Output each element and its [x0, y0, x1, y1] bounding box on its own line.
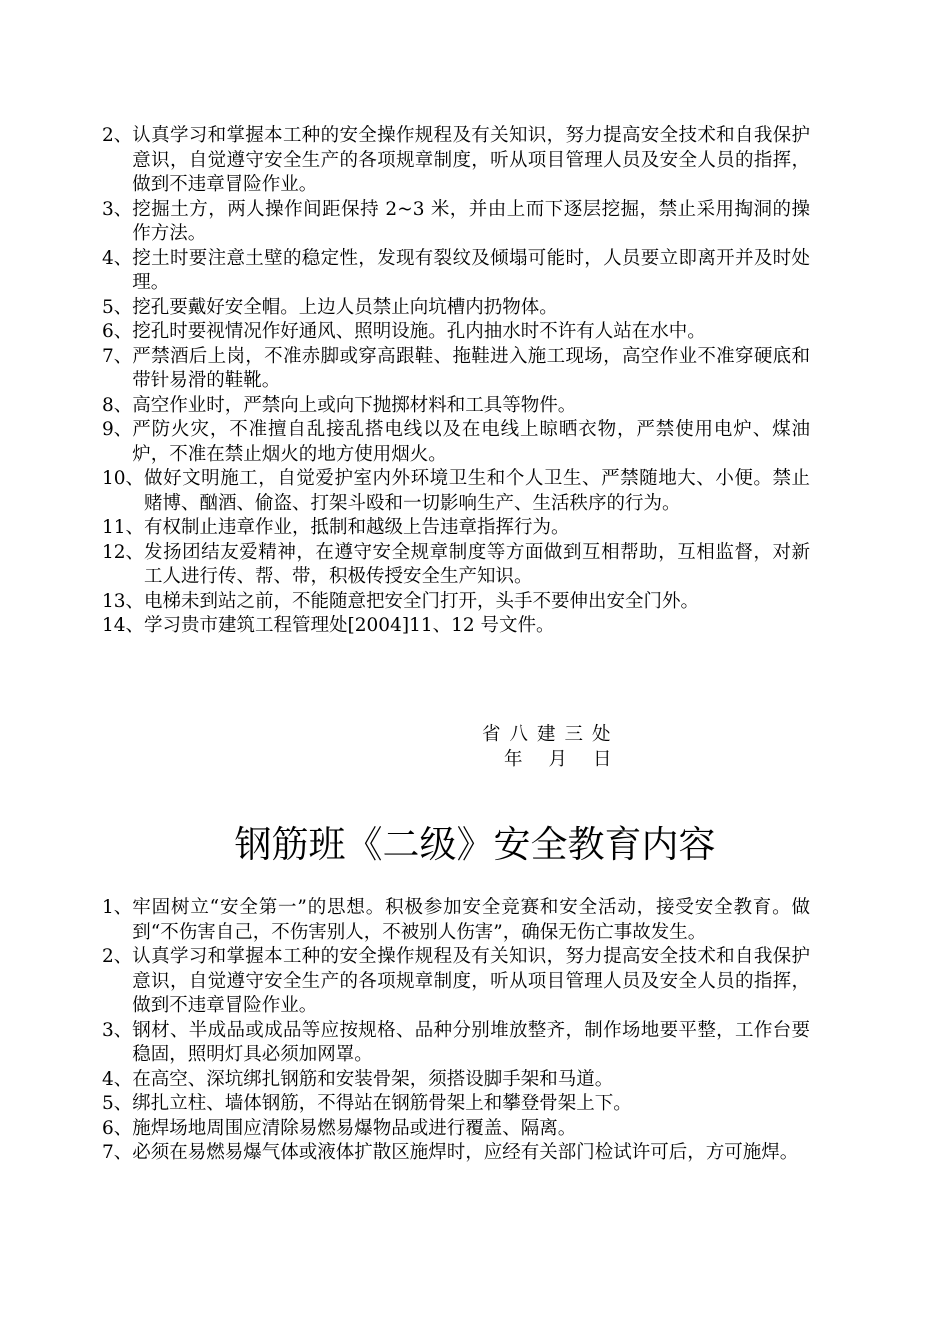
item-number: 10、: [102, 468, 145, 489]
item-number: 5、: [102, 296, 133, 318]
item-number: 6、: [102, 321, 133, 342]
item-text: 电梯未到站之前，不能随意把安全门打开，头手不要伸出安全门外。: [144, 590, 700, 612]
item-number: 7、: [102, 345, 133, 367]
list-item: [102, 896, 810, 945]
list-item: [102, 945, 810, 1019]
safety-rules-list-continued: [102, 124, 810, 639]
list-item: [102, 1019, 810, 1068]
item-text: 必须在易燃易爆气体或液体扩散区施焊时，应经有关部门检试许可后，方可施焊。: [132, 1142, 799, 1163]
item-text: 认真学习和掌握本工种的安全操作规程及有关知识，努力提高安全技术和自我保护意识，自觉遵守安全生产的各项规章制度，听从项目管理人员及安全人员的指挥，做到不违章冒险作业。: [132, 946, 810, 1016]
list-item: [102, 394, 810, 419]
item-number: 3、: [102, 198, 133, 220]
item-text: 高空作业时，严禁向上或向下抛掷材料和工具等物件。: [132, 394, 577, 416]
item-text: 有权制止违章作业，抵制和越级上告违章指挥行为。: [144, 517, 570, 538]
item-number: 9、: [102, 419, 133, 440]
item-number: 4、: [102, 247, 133, 269]
date-month: 月: [548, 749, 568, 770]
list-item: [102, 198, 810, 247]
item-number: 3、: [102, 1019, 133, 1041]
item-text: 牢固树立“安全第一”的思想。积极参加安全竞赛和安全活动，接受安全教育。做到“不伤害自己，不伤害别人，不被别人伤害”，确保无伤亡事故发生。: [132, 897, 810, 943]
item-text: 严防火灾，不准擅自乱接乱搭电线以及在电线上晾晒衣物，严禁使用电炉、煤油炉，不准在禁止烟火的地方使用烟火。: [132, 419, 810, 465]
list-item: [102, 614, 810, 639]
section-title: 钢筋班《二级》安全教育内容: [234, 823, 716, 866]
signature-block: [482, 722, 638, 772]
list-item: [102, 247, 810, 296]
item-text: 挖掘土方，两人操作间距保持 2~3 米，并由上而下逐层挖掘，禁止采用掏洞的操作方法。: [132, 198, 810, 244]
item-text: 施焊场地周围应清除易燃易爆物品或进行覆盖、隔离。: [132, 1117, 577, 1139]
item-number: 8、: [102, 394, 133, 416]
list-item: [102, 1117, 810, 1142]
item-number: 1、: [102, 897, 133, 918]
item-text: 做好文明施工，自觉爱护室内外环境卫生和个人卫生、严禁随地大、小便。禁止赌博、酗酒、偷盗、打架斗殴和一切影响生产、生活秩序的行为。: [144, 468, 810, 514]
item-text: 挖孔时要视情况作好通风、照明设施。孔内抽水时不许有人站在水中。: [132, 321, 706, 342]
item-text: 在高空、深坑绑扎钢筋和安装骨架，须搭设脚手架和马道。: [132, 1068, 614, 1090]
list-item: [102, 418, 810, 467]
item-number: 13、: [102, 590, 145, 612]
item-number: 6、: [102, 1117, 133, 1139]
item-text: 认真学习和掌握本工种的安全操作规程及有关知识，努力提高安全技术和自我保护意识，自觉遵守安全生产的各项规章制度，听从项目管理人员及安全人员的指挥，做到不违章冒险作业。: [132, 125, 810, 195]
item-text: 严禁酒后上岗，不准赤脚或穿高跟鞋、拖鞋进入施工现场，高空作业不准穿硬底和带针易滑的鞋靴。: [132, 345, 810, 391]
item-number: 2、: [102, 946, 133, 967]
item-text: 钢材、半成品或成品等应按规格、品种分别堆放整齐，制作场地要平整，工作台要稳固，照明灯具必须加网罩。: [132, 1019, 810, 1065]
item-number: 14、: [102, 615, 145, 636]
date-day: 日: [593, 749, 612, 770]
item-number: 2、: [102, 125, 133, 146]
list-item: [102, 467, 810, 516]
item-number: 7、: [102, 1142, 133, 1163]
item-number: 4、: [102, 1068, 133, 1090]
rebar-safety-rules-list: [102, 896, 810, 1166]
list-item: [102, 1092, 810, 1117]
item-text: 学习贵市建筑工程管理处[2004]11、12 号文件。: [144, 615, 555, 636]
list-item: [102, 296, 810, 321]
list-item: [102, 124, 810, 198]
date-year: 年: [504, 749, 523, 770]
list-item: [102, 516, 810, 541]
item-number: 5、: [102, 1093, 133, 1114]
signature-date: [482, 747, 638, 772]
list-item: [102, 541, 810, 590]
list-item: [102, 345, 810, 394]
item-text: 挖孔要戴好安全帽。上边人员禁止向坑槽内扔物体。: [132, 296, 558, 318]
list-item: [102, 320, 810, 345]
list-item: [102, 1141, 810, 1166]
list-item: [102, 590, 810, 615]
item-text: 挖土时要注意土壁的稳定性，发现有裂纹及倾塌可能时，人员要立即离开并及时处理。: [132, 247, 810, 293]
signature-organization: 省八建三处: [482, 724, 620, 745]
item-number: 11、: [102, 517, 145, 538]
item-text: 发扬团结友爱精神，在遵守安全规章制度等方面做到互相帮助，互相监督，对新工人进行传、帮、带，积极传授安全生产知识。: [144, 541, 810, 587]
item-number: 12、: [102, 541, 145, 563]
item-text: 绑扎立柱、墙体钢筋，不得站在钢筋骨架上和攀登骨架上下。: [132, 1093, 632, 1114]
list-item: [102, 1068, 810, 1093]
